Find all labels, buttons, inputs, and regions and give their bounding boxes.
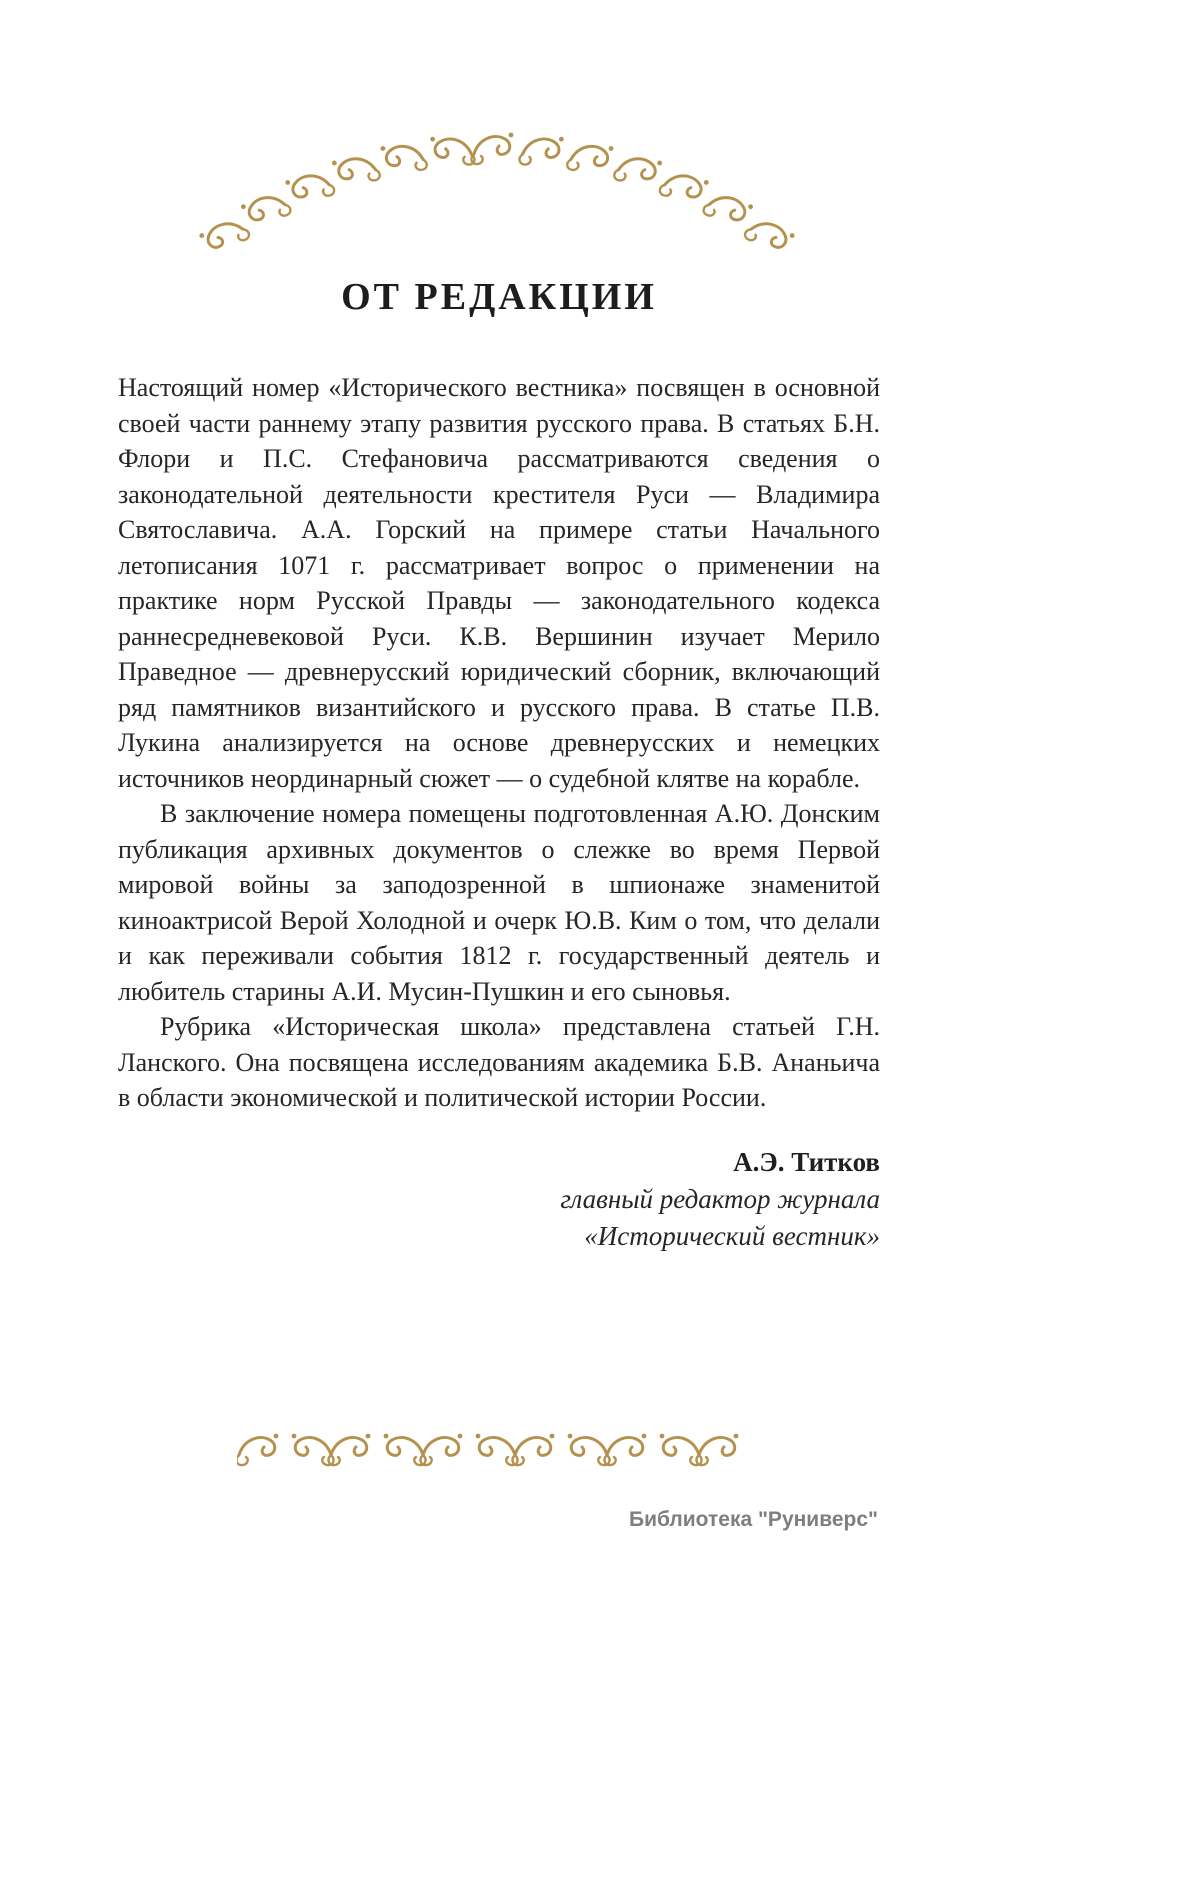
page-title: ОТ РЕДАКЦИИ [341, 276, 657, 319]
signature-name: А.Э. Титков [733, 1146, 880, 1177]
paragraph: Рубрика «Историческая школа» представлена статьей Г.Н. Ланского. Она посвящена исследованиям академика Б.В. Ананьича в области экономической и политической истории России. [118, 1012, 880, 1112]
arc-scroll-ornament-icon [197, 118, 797, 270]
band-scroll-ornament-icon [237, 1426, 747, 1472]
library-watermark: Библиотека "Руниверс" [628, 1508, 878, 1531]
signature-role-line-1: главный редактор журнала [560, 1183, 880, 1214]
signature-block [118, 1144, 880, 1255]
editorial-text [118, 370, 880, 1255]
paragraph: Настоящий номер «Исторического вестника» посвящен в основной своей части раннему этапу развития русского права. В статьях Б.Н. Флори и П.С. Стефановича рассматриваются сведения о законодательной деятельности крестителя Руси — Владимира Святославича. А.А. Горский на примере статьи Начального летописания 1071 г. рассматривает вопрос о применении на практике норм Русской Правды — законодательного кодекса раннесредневековой Руси. К.В. Вершинин изучает Мерило Праведное — древнерусский юридический сборник, включающий ряд памятников византийского и русского права. В статье П.В. Лукина анализируется на основе древнерусских и немецких источников неординарный сюжет — о судебной клятве на корабле. [118, 373, 880, 793]
signature-role-line-2: «Исторический вестник» [584, 1220, 880, 1251]
paragraph: В заключение номера помещены подготовленная А.Ю. Донским публикация архивных документов о слежке во время Первой мировой войны за заподозренной в шпионаже знаменитой киноактрисой Верой Холодной и очерк Ю.В. Ким о том, что делали и как переживали события 1812 г. государственный деятель и любитель старины А.И. Мусин-Пушкин и его сыновья. [118, 799, 880, 1006]
